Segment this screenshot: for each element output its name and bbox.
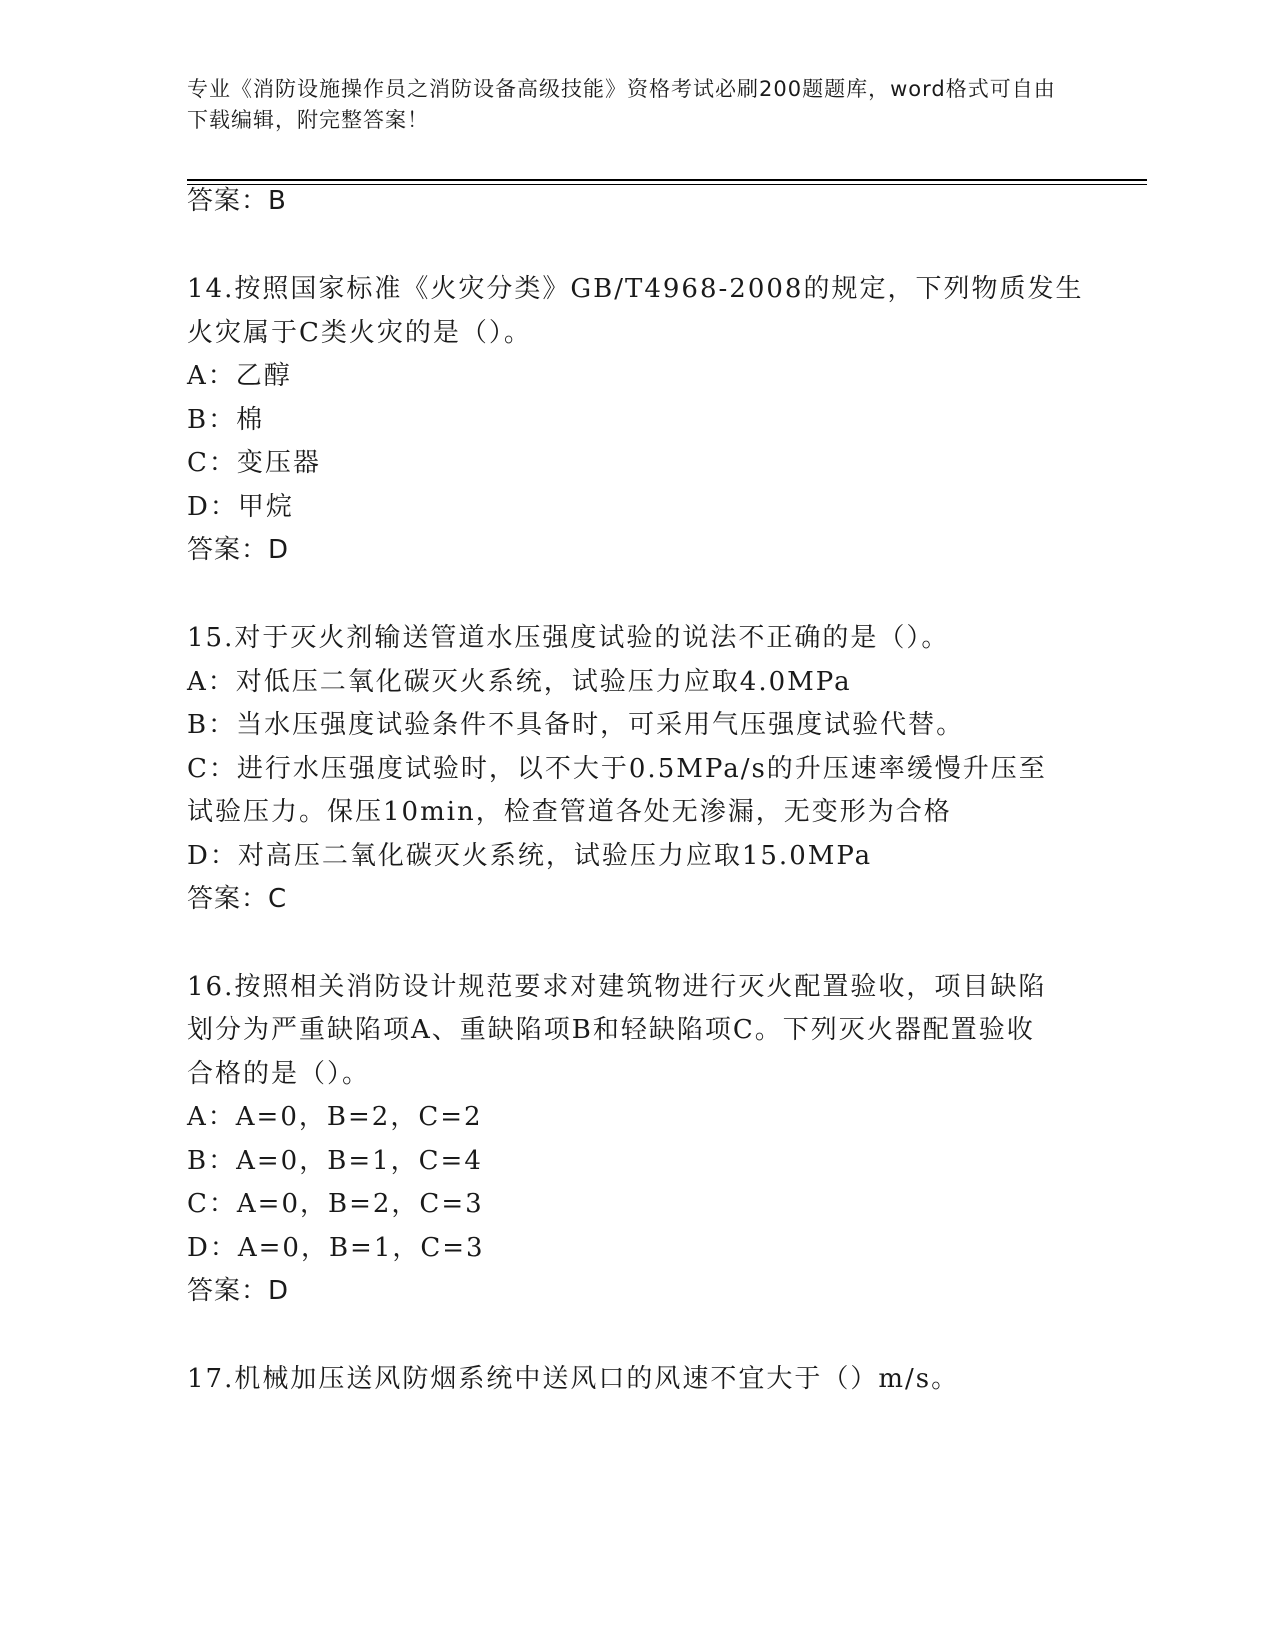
answer-14: 答案：D bbox=[187, 535, 290, 565]
question-16-option-b: B：A=0，B=1，C=4 bbox=[187, 1146, 483, 1176]
answer-13: 答案：B bbox=[187, 186, 287, 216]
page-header: 专业《消防设施操作员之消防设备高级技能》资格考试必刷200题题库，word格式可自由下载编辑，附完整答案！ bbox=[187, 77, 1056, 132]
answer-16: 答案：D bbox=[187, 1276, 290, 1306]
header-divider bbox=[187, 179, 1147, 181]
question-14-option-a: A：乙醇 bbox=[187, 361, 292, 391]
question-15-option-b: B：当水压强度试验条件不具备时，可采用气压强度试验代替。 bbox=[187, 710, 965, 740]
question-15-option-c: C：进行水压强度试验时，以不大于0.5MPa/s的升压速率缓慢升压至 bbox=[187, 754, 1047, 784]
question-15-stem-line-1: 15.对于灭火剂输送管道水压强度试验的说法不正确的是（）。 bbox=[187, 623, 950, 653]
question-14-stem-line-2: 火灾属于C类火灾的是（）。 bbox=[187, 318, 532, 348]
question-15-option-a: A：对低压二氧化碳灭火系统，试验压力应取4.0MPa bbox=[187, 667, 852, 697]
question-16-stem-line-1: 16.按照相关消防设计规范要求对建筑物进行灭火配置验收，项目缺陷 bbox=[187, 972, 1047, 1002]
question-16-option-d: D：A=0，B=1，C=3 bbox=[187, 1233, 485, 1263]
question-16-stem-line-2: 划分为严重缺陷项A、重缺陷项B和轻缺陷项C。下列灭火器配置验收 bbox=[187, 1015, 1035, 1045]
question-14-option-b: B：棉 bbox=[187, 405, 265, 435]
question-17-stem-line-1: 17.机械加压送风防烟系统中送风口的风速不宜大于（）m/s。 bbox=[187, 1364, 960, 1394]
question-16-option-a: A：A=0，B=2，C=2 bbox=[187, 1102, 483, 1132]
question-14-option-c: C：变压器 bbox=[187, 448, 321, 478]
header-divider-thin bbox=[187, 184, 1147, 185]
question-16-option-c: C：A=0，B=2，C=3 bbox=[187, 1189, 484, 1219]
answer-15: 答案：C bbox=[187, 884, 288, 914]
question-14-stem-line-1: 14.按照国家标准《火灾分类》GB/T4968-2008的规定，下列物质发生 bbox=[187, 274, 1084, 304]
question-15-option-c-continued: 试验压力。保压10min，检查管道各处无渗漏，无变形为合格 bbox=[187, 797, 952, 827]
question-14-option-d: D：甲烷 bbox=[187, 492, 294, 522]
question-15-option-d: D：对高压二氧化碳灭火系统，试验压力应取15.0MPa bbox=[187, 841, 873, 871]
question-16-stem-line-3: 合格的是（）。 bbox=[187, 1059, 371, 1089]
